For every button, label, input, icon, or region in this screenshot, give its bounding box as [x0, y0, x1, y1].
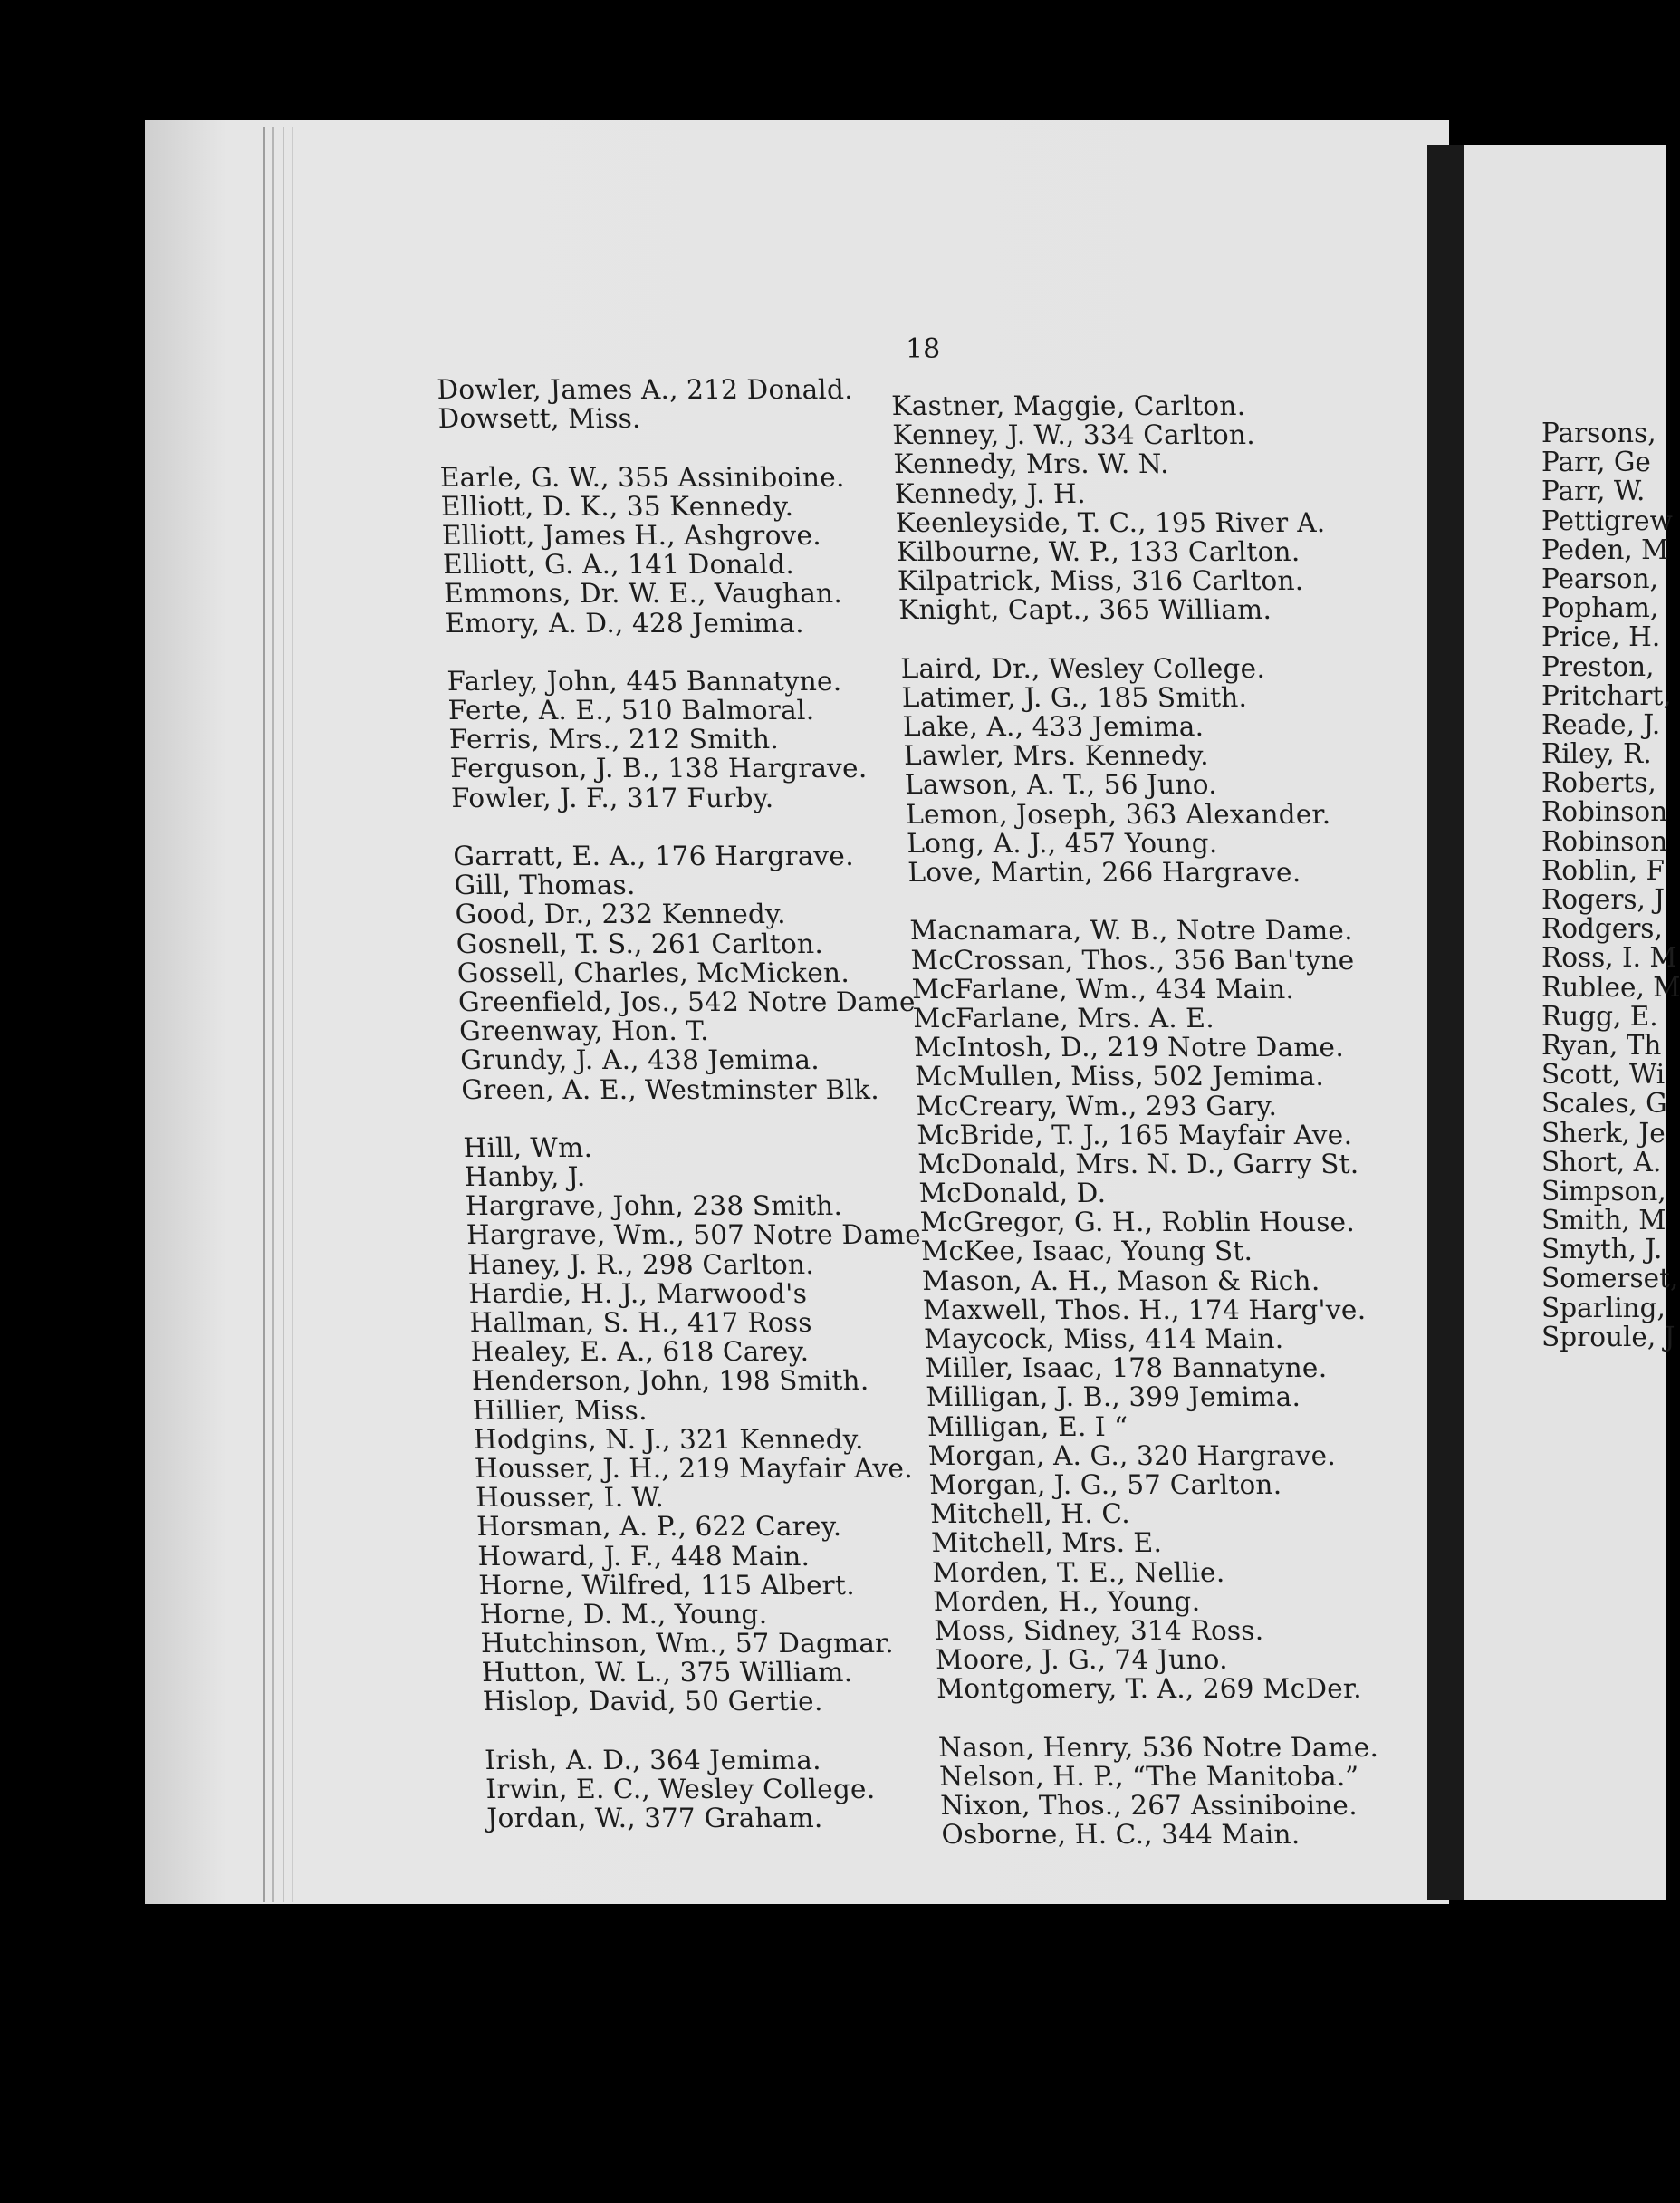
- directory-entry: McIntosh, D., 219 Notre Dame.: [913, 1032, 1345, 1063]
- directory-entry: Mitchell, H. C.: [929, 1498, 1131, 1530]
- directory-entry: Gill, Thomas.: [453, 870, 636, 901]
- directory-entry: Ferguson, J. B., 138 Hargrave.: [449, 753, 868, 784]
- directory-entry: Haney, J. R., 298 Carlton.: [466, 1248, 815, 1280]
- directory-entry: McMullen, Miss, 502 Jemima.: [914, 1061, 1325, 1092]
- directory-entry: Fowler, J. F., 317 Furby.: [450, 782, 774, 813]
- directory-entry: McDonald, Mrs. N. D., Garry St.: [917, 1148, 1359, 1179]
- directory-entry: McFarlane, Wm., 434 Main.: [911, 973, 1295, 1005]
- directory-column-right: [891, 391, 1386, 1849]
- directory-entry: Laird, Dr., Wesley College.: [899, 652, 1266, 684]
- directory-entry: Ferris, Mrs., 212 Smith.: [448, 724, 780, 755]
- directory-entry: Latimer, J. G., 185 Smith.: [901, 681, 1248, 713]
- directory-entry: Love, Martin, 266 Hargrave.: [907, 857, 1301, 888]
- directory-entry: Lemon, Joseph, 363 Alexander.: [905, 798, 1331, 830]
- directory-entry: Horne, Wilfred, 115 Albert.: [477, 1569, 856, 1601]
- directory-entry: Lawler, Mrs. Kennedy.: [903, 740, 1210, 772]
- directory-entry: Parsons,: [1541, 418, 1656, 448]
- directory-entry: Greenfield, Jos., 542 Notre Dame: [457, 986, 917, 1017]
- directory-entry: Osborne, H. C., 344 Main.: [940, 1819, 1301, 1851]
- directory-entry: Mason, A. H., Mason & Rich.: [921, 1265, 1320, 1296]
- page-edge-line: [292, 127, 293, 1902]
- directory-entry: Peden, M: [1541, 534, 1669, 565]
- directory-entry: Farley, John, 445 Bannatyne.: [446, 665, 842, 697]
- directory-entry: Irish, A. D., 364 Jemima.: [484, 1744, 822, 1775]
- directory-entry: McFarlane, Mrs. A. E.: [912, 1002, 1215, 1034]
- directory-entry: Price, H.: [1541, 621, 1661, 653]
- directory-entry: Kastner, Maggie, Carlton.: [890, 390, 1246, 421]
- directory-entry: Moss, Sidney, 314 Ross.: [934, 1614, 1264, 1646]
- directory-entry: Maycock, Miss, 414 Main.: [923, 1323, 1284, 1354]
- directory-entry: Elliott, G. A., 141 Donald.: [442, 549, 795, 581]
- directory-entry: Milligan, E. I “: [926, 1410, 1129, 1442]
- directory-entry: Hargrave, John, 238 Smith.: [465, 1190, 843, 1222]
- directory-entry: Milligan, J. B., 399 Jemima.: [926, 1381, 1301, 1413]
- directory-entry: Emory, A. D., 428 Jemima.: [444, 607, 805, 639]
- directory-entry: Dowsett, Miss.: [437, 403, 642, 435]
- page-number: 18: [906, 333, 941, 365]
- directory-entry: Rublee, M: [1541, 971, 1680, 1003]
- directory-entry: Horsman, A. P., 622 Carey.: [475, 1511, 842, 1543]
- directory-entry: Scott, Wi: [1541, 1059, 1666, 1091]
- directory-entry: Roblin, F: [1541, 854, 1665, 886]
- directory-entry: Ross, I. M: [1541, 942, 1677, 974]
- directory-entry: Kilpatrick, Miss, 316 Carlton.: [897, 565, 1304, 597]
- directory-entry: Irwin, E. C., Wesley College.: [485, 1774, 876, 1804]
- directory-entry: Parr, W.: [1541, 476, 1646, 507]
- directory-entry: Dowler, James A., 212 Donald.: [436, 374, 854, 405]
- directory-entry: Morden, H., Young.: [932, 1585, 1201, 1617]
- directory-entry: Hargrave, Wm., 507 Notre Dame: [466, 1219, 922, 1251]
- directory-entry: Sparling,: [1541, 1292, 1666, 1323]
- entry-gap: [484, 1717, 942, 1746]
- directory-entry: Sproule, J: [1541, 1321, 1675, 1352]
- directory-entry: McGregor, G. H., Roblin House.: [919, 1207, 1356, 1238]
- directory-entry: Macnamara, W. B., Notre Dame.: [909, 915, 1354, 947]
- directory-entry: Preston,: [1541, 650, 1655, 682]
- directory-entry: Green, A. E., Westminster Blk.: [460, 1073, 880, 1105]
- directory-entry: Horne, D. M., Young.: [479, 1598, 768, 1630]
- page-edge-line: [272, 127, 274, 1902]
- directory-entry: Parr, Ge: [1541, 447, 1651, 478]
- directory-entry: Pettigrew: [1541, 505, 1673, 536]
- directory-entry: Housser, J. H., 219 Mayfair Ave.: [474, 1452, 914, 1484]
- directory-entry: Kenney, J. W., 334 Carlton.: [891, 419, 1256, 451]
- directory-entry: Garratt, E. A., 176 Hargrave.: [452, 841, 855, 871]
- entry-gap: [438, 433, 897, 462]
- directory-entry: Moore, J. G., 74 Juno.: [935, 1644, 1229, 1676]
- directory-entry: Jordan, W., 377 Graham.: [485, 1803, 823, 1834]
- directory-entry: Howard, J. F., 448 Main.: [476, 1540, 811, 1572]
- directory-entry: Hardie, H. J., Marwood's: [467, 1277, 808, 1309]
- directory-column-far-right: [1541, 418, 1680, 1352]
- directory-entry: Pritchart,: [1541, 679, 1672, 711]
- directory-entry: Lawson, A. T., 56 Juno.: [904, 769, 1218, 801]
- page-edge-line: [283, 127, 284, 1902]
- directory-entry: Kennedy, J. H.: [894, 477, 1087, 509]
- directory-entry: Hodgins, N. J., 321 Kennedy.: [473, 1423, 864, 1455]
- directory-entry: Miller, Isaac, 178 Bannatyne.: [924, 1352, 1328, 1384]
- directory-entry: Smith, M: [1541, 1205, 1666, 1236]
- directory-entry: Maxwell, Thos. H., 174 Harg've.: [922, 1294, 1367, 1325]
- directory-entry: Morgan, J. G., 57 Carlton.: [928, 1468, 1282, 1500]
- directory-entry: Morden, T. E., Nellie.: [931, 1556, 1225, 1588]
- directory-entry: Good, Dr., 232 Kennedy.: [455, 899, 787, 930]
- book-gutter: [1427, 145, 1464, 1900]
- directory-entry: Earle, G. W., 355 Assiniboine.: [439, 461, 845, 493]
- directory-entry: Rugg, E.: [1541, 1000, 1658, 1032]
- directory-entry: Hill, Wm.: [463, 1131, 593, 1163]
- directory-entry: Riley, R.: [1541, 738, 1652, 770]
- entry-gap: [936, 1703, 1381, 1732]
- directory-entry: Popham,: [1541, 592, 1659, 624]
- directory-entry: Montgomery, T. A., 269 McDer.: [936, 1673, 1363, 1705]
- directory-entry: Gossell, Charles, McMicken.: [456, 957, 850, 988]
- directory-entry: Pearson,: [1541, 563, 1658, 594]
- directory-entry: Sherk, Je: [1541, 1117, 1666, 1149]
- directory-entry: Ferte, A. E., 510 Balmoral.: [447, 695, 815, 726]
- directory-entry: Greenway, Hon. T.: [458, 1015, 710, 1047]
- entry-gap: [462, 1104, 920, 1133]
- directory-entry: Scales, G: [1541, 1088, 1667, 1120]
- directory-entry: McCreary, Wm., 293 Gary.: [915, 1090, 1278, 1121]
- directory-entry: Hislop, David, 50 Gertie.: [482, 1686, 823, 1717]
- directory-entry: Nixon, Thos., 267 Assiniboine.: [939, 1790, 1358, 1821]
- directory-entry: Elliott, James H., Ashgrove.: [441, 519, 822, 551]
- directory-entry: Short, A.: [1541, 1146, 1662, 1178]
- directory-entry: Lake, A., 433 Jemima.: [902, 711, 1205, 743]
- directory-entry: Kennedy, Mrs. W. N.: [893, 448, 1170, 480]
- directory-entry: Nason, Henry, 536 Notre Dame.: [937, 1731, 1379, 1763]
- directory-entry: Housser, I. W.: [475, 1482, 665, 1514]
- directory-entry: McDonald, D.: [918, 1178, 1107, 1209]
- directory-entry: Somerset,: [1541, 1263, 1679, 1294]
- directory-entry: Rodgers,: [1541, 913, 1663, 945]
- entry-gap: [452, 813, 910, 842]
- directory-entry: Hutchinson, Wm., 57 Dagmar.: [480, 1628, 895, 1659]
- directory-column-left: [437, 375, 945, 1833]
- directory-entry: Morgan, A. G., 320 Hargrave.: [927, 1439, 1337, 1471]
- directory-entry: Healey, E. A., 618 Carey.: [469, 1336, 810, 1368]
- page-edge-line: [263, 127, 265, 1902]
- directory-entry: Robinson: [1541, 796, 1668, 828]
- directory-entry: Henderson, John, 198 Smith.: [471, 1365, 869, 1397]
- directory-entry: Hallman, S. H., 417 Ross: [468, 1307, 813, 1338]
- directory-entry: Knight, Capt., 365 William.: [898, 594, 1272, 626]
- directory-entry: Long, A. J., 457 Young.: [906, 827, 1218, 859]
- directory-entry: Keenleyside, T. C., 195 River A.: [895, 506, 1326, 538]
- directory-entry: Hillier, Miss.: [472, 1394, 648, 1426]
- directory-entry: Elliott, D. K., 35 Kennedy.: [440, 490, 794, 522]
- directory-entry: Roberts,: [1541, 767, 1656, 799]
- directory-entry: Rogers, J: [1541, 884, 1666, 915]
- directory-entry: McKee, Isaac, Young St.: [920, 1236, 1253, 1267]
- directory-entry: McCrossan, Thos., 356 Ban'tyne: [910, 944, 1355, 976]
- directory-entry: Mitchell, Mrs. E.: [930, 1527, 1163, 1559]
- entry-gap: [446, 638, 904, 667]
- directory-entry: Ryan, Th: [1541, 1029, 1662, 1061]
- directory-entry: Emmons, Dr. W. E., Vaughan.: [443, 578, 843, 610]
- entry-gap: [899, 625, 1344, 654]
- directory-entry: Gosnell, T. S., 261 Carlton.: [456, 928, 824, 959]
- directory-entry: Reade, J.: [1541, 708, 1661, 740]
- directory-entry: Hutton, W. L., 375 William.: [481, 1657, 853, 1688]
- entry-gap: [908, 887, 1353, 916]
- directory-entry: Grundy, J. A., 438 Jemima.: [459, 1044, 821, 1076]
- directory-entry: Robinson: [1541, 825, 1668, 857]
- directory-entry: Hanby, J.: [464, 1161, 586, 1193]
- directory-entry: Kilbourne, W. P., 133 Carlton.: [896, 535, 1301, 567]
- directory-entry: Smyth, J.: [1541, 1234, 1663, 1265]
- directory-entry: Nelson, H. P., “The Manitoba.”: [938, 1760, 1360, 1792]
- directory-entry: McBride, T. J., 165 Mayfair Ave.: [916, 1119, 1353, 1150]
- directory-entry: Simpson,: [1541, 1175, 1666, 1207]
